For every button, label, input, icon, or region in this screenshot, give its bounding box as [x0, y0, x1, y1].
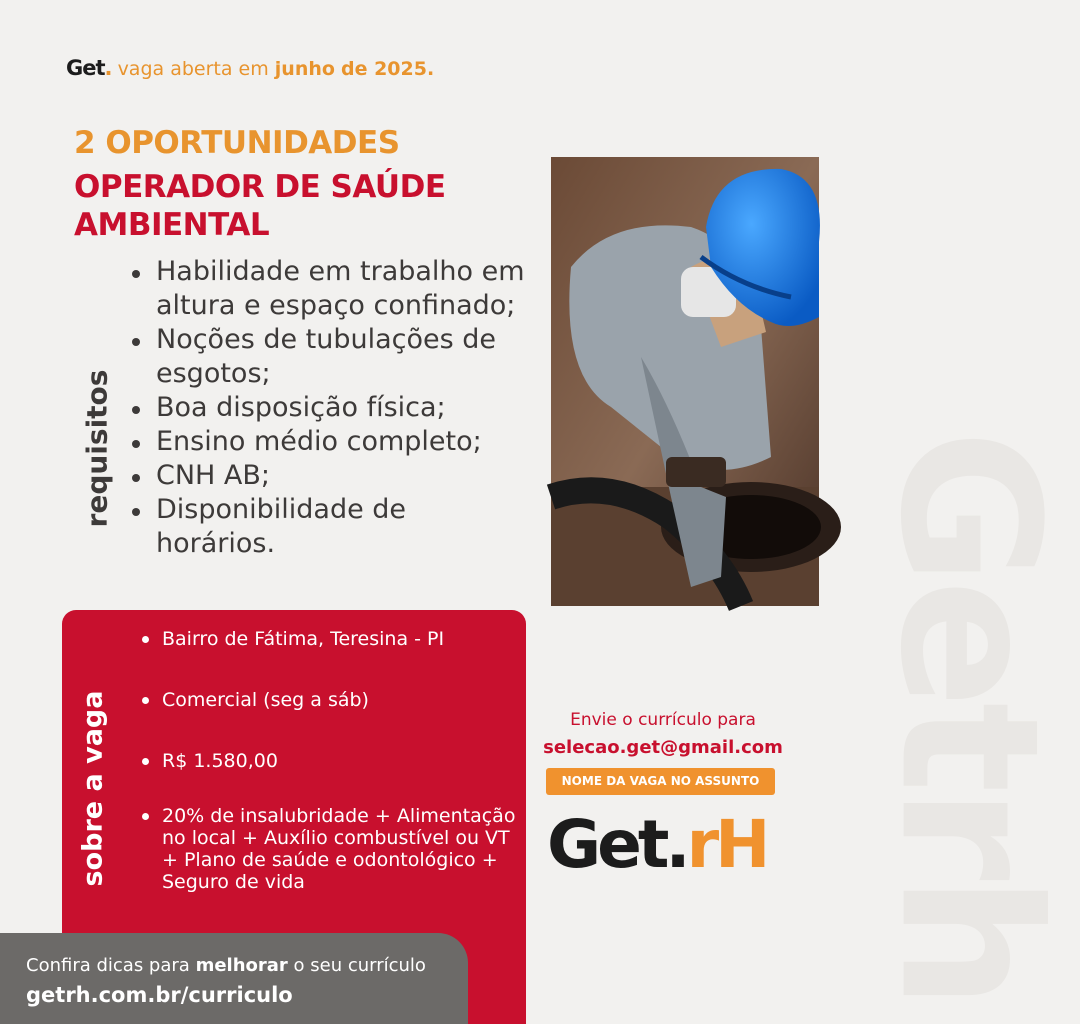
openings-count: 2 OPORTUNIDADES	[74, 125, 400, 161]
header-logo-dot: .	[104, 56, 112, 80]
requirement-item: Disponibilidade de horários.	[128, 493, 528, 561]
header-line	[66, 56, 434, 80]
requirement-item: Boa disposição física;	[128, 391, 528, 425]
job-details-list	[138, 628, 518, 893]
worker-photo	[551, 157, 819, 606]
requirement-item: CNH AB;	[128, 459, 528, 493]
job-location: Bairro de Fátima, Teresina - PI	[138, 628, 518, 650]
brand-logo	[547, 806, 766, 883]
contact-email[interactable]: selecao.get@gmail.com	[543, 737, 783, 758]
tips-url[interactable]: getrh.com.br/curriculo	[26, 983, 293, 1007]
glove	[666, 457, 726, 487]
job-salary: R$ 1.580,00	[138, 750, 518, 772]
job-schedule: Comercial (seg a sáb)	[138, 689, 518, 711]
job-title: OPERADOR DE SAÚDE AMBIENTAL	[74, 169, 446, 243]
subject-note-badge: NOME DA VAGA NO ASSUNTO	[546, 768, 775, 795]
brand-logo-suffix: rH	[686, 806, 767, 883]
header-month: junho	[274, 58, 335, 80]
job-details-label: sobre a vaga	[77, 690, 109, 887]
header-intro: vaga aberta em	[117, 58, 269, 80]
requirement-item: Ensino médio completo;	[128, 425, 528, 459]
requirement-item: Habilidade em trabalho em altura e espaço confinado;	[128, 255, 528, 323]
worker-photo-illustration	[551, 157, 819, 606]
header-year: de 2025.	[340, 58, 435, 80]
tips-banner	[0, 933, 468, 1024]
tips-prefix: Confira dicas para	[26, 955, 190, 976]
requirement-item: Noções de tubulações de esgotos;	[128, 323, 528, 391]
tips-suffix: o seu currículo	[293, 955, 426, 976]
requirements-list	[128, 255, 528, 561]
header-logo-text: Get	[66, 56, 105, 80]
header-logo	[66, 56, 112, 80]
requirements-label: requisitos	[80, 369, 114, 528]
job-benefits: 20% de insalubridade + Alimentação no local + Auxílio combustível ou VT + Plano de saúde e odontológico + Seguro de vida	[138, 805, 518, 893]
tips-text	[26, 955, 426, 976]
tips-emphasis: melhorar	[195, 955, 288, 976]
brand-watermark: Getrh	[859, 429, 1080, 1004]
contact-instruction: Envie o currículo para	[570, 710, 756, 730]
brand-logo-main: Get.	[547, 806, 687, 883]
